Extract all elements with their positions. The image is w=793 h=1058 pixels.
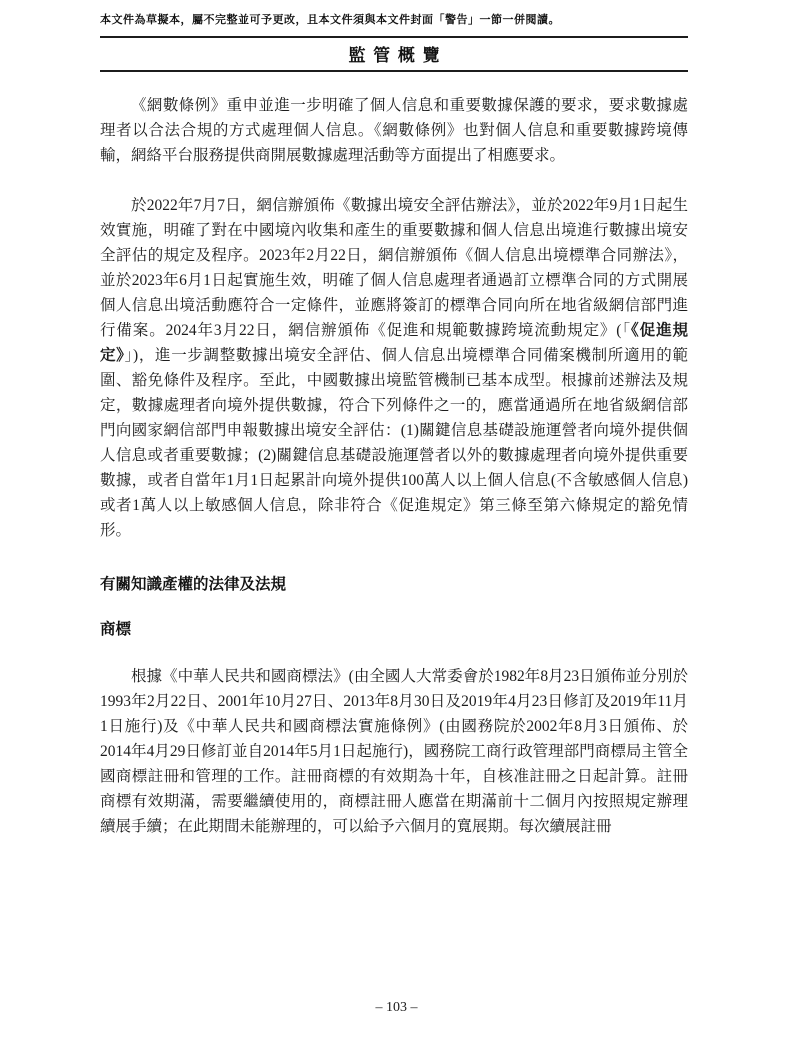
- heading-ip-laws: 有關知識產權的法律及法規: [100, 576, 287, 593]
- defined-term-promotion-provisions: 《促進規定》: [100, 322, 688, 364]
- paragraph-data-export-part2: 」)，進一步調整數據出境安全評估、個人信息出境標準合同備案機制所適用的範圍、豁免條件及程序。至此，中國數據出境監管機制已基本成型。根據前述辦法及規定，數據處理者向境外提供數據，符合下列條件之一的，應當通過所在地省級網信部門向國家網信部門申報數據出境安全評估：(1)關鍵信息基礎設施運營者向境外提供個人信息或者重要數據；(2)關鍵信息基礎設施運營者以外的數據處理者向境外提供重要數據，或者自當年1月1日起累計向境外提供100萬人以上個人信息(不含敏感個人信息)或者1萬人以上敏感個人信息，除非符合《促進規定》第三條至第六條規定的豁免情形。: [100, 347, 688, 539]
- heading-trademark: 商標: [100, 621, 132, 638]
- draft-disclaimer: 本文件為草擬本，屬不完整並可予更改，且本文件須與本文件封面「警告」一節一併閱讀。: [100, 14, 560, 26]
- body-text: [100, 93, 688, 839]
- paragraph-trademark: 根據《中華人民共和國商標法》(由全國人大常委會於1982年8月23日頒佈並分別於1993年2月22日、2001年10月27日、2013年8月30日及2019年4月23日修訂及2019年11月1日施行)及《中華人民共和國商標法實施條例》(由國務院於2002年8月3日頒佈、於2014年4月29日修訂並自2014年5月1日起施行)，國務院工商行政管理部門商標局主管全國商標註冊和管理的工作。註冊商標的有效期為十年，自核准註冊之日起計算。註冊商標有效期滿，需要繼續使用的，商標註冊人應當在期滿前十二個月內按照規定辦理續展手續；在此期間未能辦理的，可以給予六個月的寬展期。每次續展註冊: [100, 668, 688, 835]
- page-content: [100, 0, 688, 839]
- paragraph-data-export-part1: 於2022年7月7日，網信辦頒佈《數據出境安全評估辦法》，並於2022年9月1日起生效實施，明確了對在中國境內收集和產生的重要數據和個人信息出境進行數據出境安全評估的規定及程序。2023年2月22日，網信辦頒佈《個人信息出境標準合同辦法》，並於2023年6月1日起實施生效，明確了個人信息處理者通過訂立標準合同的方式開展個人信息出境活動應符合一定條件，並應將簽訂的標準合同向所在地省級網信部門進行備案。2024年3月22日，網信辦頒佈《促進和規範數據跨境流動規定》(「: [100, 197, 688, 339]
- paragraph-ndpo: 《網數條例》重申並進一步明確了個人信息和重要數據保護的要求，要求數據處理者以合法合規的方式處理個人信息。《網數條例》也對個人信息和重要數據跨境傳輸，網絡平台服務提供商開展數據處理活動等方面提出了相應要求。: [100, 97, 688, 164]
- page-number: – 103 –: [375, 1000, 418, 1015]
- paragraph-data-export: [100, 193, 688, 543]
- section-header-banner: [100, 36, 688, 72]
- section-title: 監管概覽: [348, 46, 448, 65]
